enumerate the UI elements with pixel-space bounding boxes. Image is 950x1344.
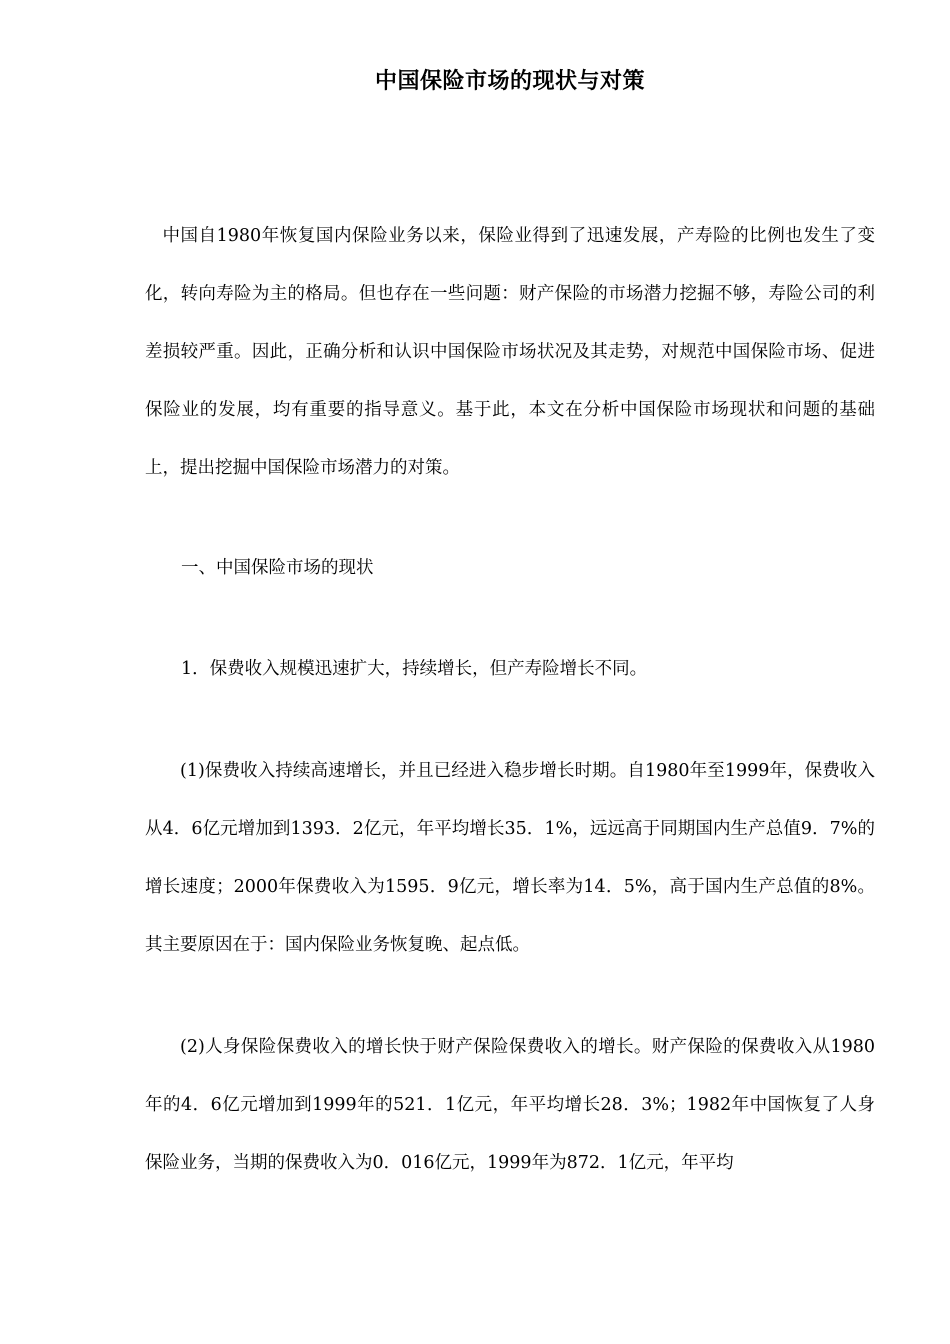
section-heading: 一、中国保险市场的现状: [181, 558, 374, 578]
subsection-heading: 1．保费收入规模迅速扩大，持续增长，但产寿险增长不同。: [181, 659, 648, 679]
intro-paragraph: 中国自1980年恢复国内保险业务以来，保险业得到了迅速发展，产寿险的比例也发生了变化，转向寿险为主的格局。但也存在一些问题：财产保险的市场潜力挖掘不够，寿险公司的利差损较严重。因此，正确分析和认识中国保险市场状况及其走势，对规范中国保险市场、促进保险业的发展，均有重要的指导意义。基于此，本文在分析中国保险市场现状和问题的基础上，提出挖掘中国保险市场潜力的对策。: [145, 226, 875, 478]
body-paragraph-1: (1)保费收入持续高速增长，并且已经进入稳步增长时期。自1980年至1999年，保费收入从4．6亿元增加到1393．2亿元，年平均增长35．1%，远远高于同期国内生产总值9．7%的增长速度；2000年保费收入为1595．9亿元，增长率为14．5%，高于国内生产总值的8%。其主要原因在于：国内保险业务恢复晚、起点低。: [145, 761, 875, 955]
document-title: 中国保险市场的现状与对策: [374, 68, 645, 94]
body-paragraph-2: (2)人身保险保费收入的增长快于财产保险保费收入的增长。财产保险的保费收入从1980年的4．6亿元增加到1999年的521．1亿元，年平均增长28．3%；1982年中国恢复了人身保险业务，当期的保费收入为0．016亿元，1999年为872．1亿元，年平均: [145, 1037, 875, 1173]
